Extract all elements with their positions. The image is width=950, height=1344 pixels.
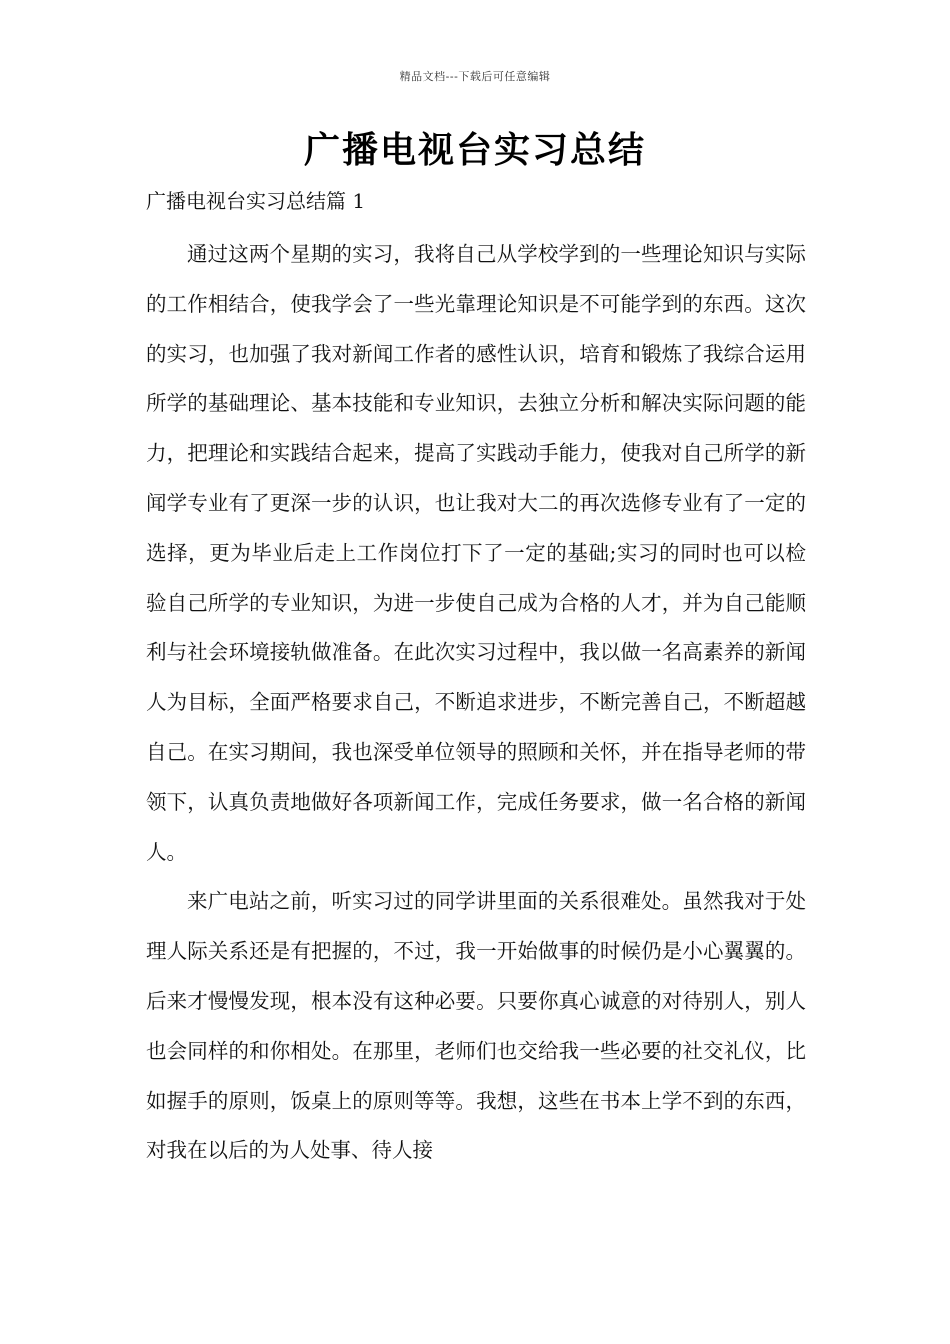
page-header: 精品文档---下载后可任意编辑 bbox=[399, 70, 551, 83]
paragraph-1: 通过这两个星期的实习，我将自己从学校学到的一些理论知识与实际的工作相结合，使我学会了一些光靠理论知识是不可能学到的东西。这次的实习，也加强了我对新闻工作者的感性认识，培育和锻炼了我综合运用所学的基础理论、基本技能和专业知识，去独立分析和解决实际问题的能力，把理论和实践结合起来，提高了实践动手能力，使我对自己所学的新闻学专业有了更深一步的认识，也让我对大二的再次选修专业有了一定的选择，更为毕业后走上工作岗位打下了一定的基础;实习的同时也可以检验自己所学的专业知识，为进一步使自己成为合格的人才，并为自己能顺利与社会环境接轨做准备。在此次实习过程中，我以做一名高素养的新闻人为目标，全面严格要求自己，不断追求进步，不断完善自己，不断超越自己。在实习期间，我也深受单位领导的照顾和关怀，并在指导老师的带领下，认真负责地做好各项新闻工作，完成任务要求，做一名合格的新闻人。 bbox=[146, 242, 806, 864]
paragraph-2: 来广电站之前，听实习过的同学讲里面的关系很难处。虽然我对于处理人际关系还是有把握的，不过，我一开始做事的时候仍是小心翼翼的。后来才慢慢发现，根本没有这种必要。只要你真心诚意的对待别人，别人也会同样的和你相处。在那里，老师们也交给我一些必要的社交礼仪，比如握手的原则，饭桌上的原则等等。我想，这些在书本上学不到的东西，对我在以后的为人处事、待人接 bbox=[146, 889, 806, 1163]
document-body bbox=[146, 230, 806, 1176]
section-heading: 广播电视台实习总结篇 1 bbox=[146, 189, 366, 213]
document-title: 广播电视台实习总结 bbox=[303, 130, 646, 171]
